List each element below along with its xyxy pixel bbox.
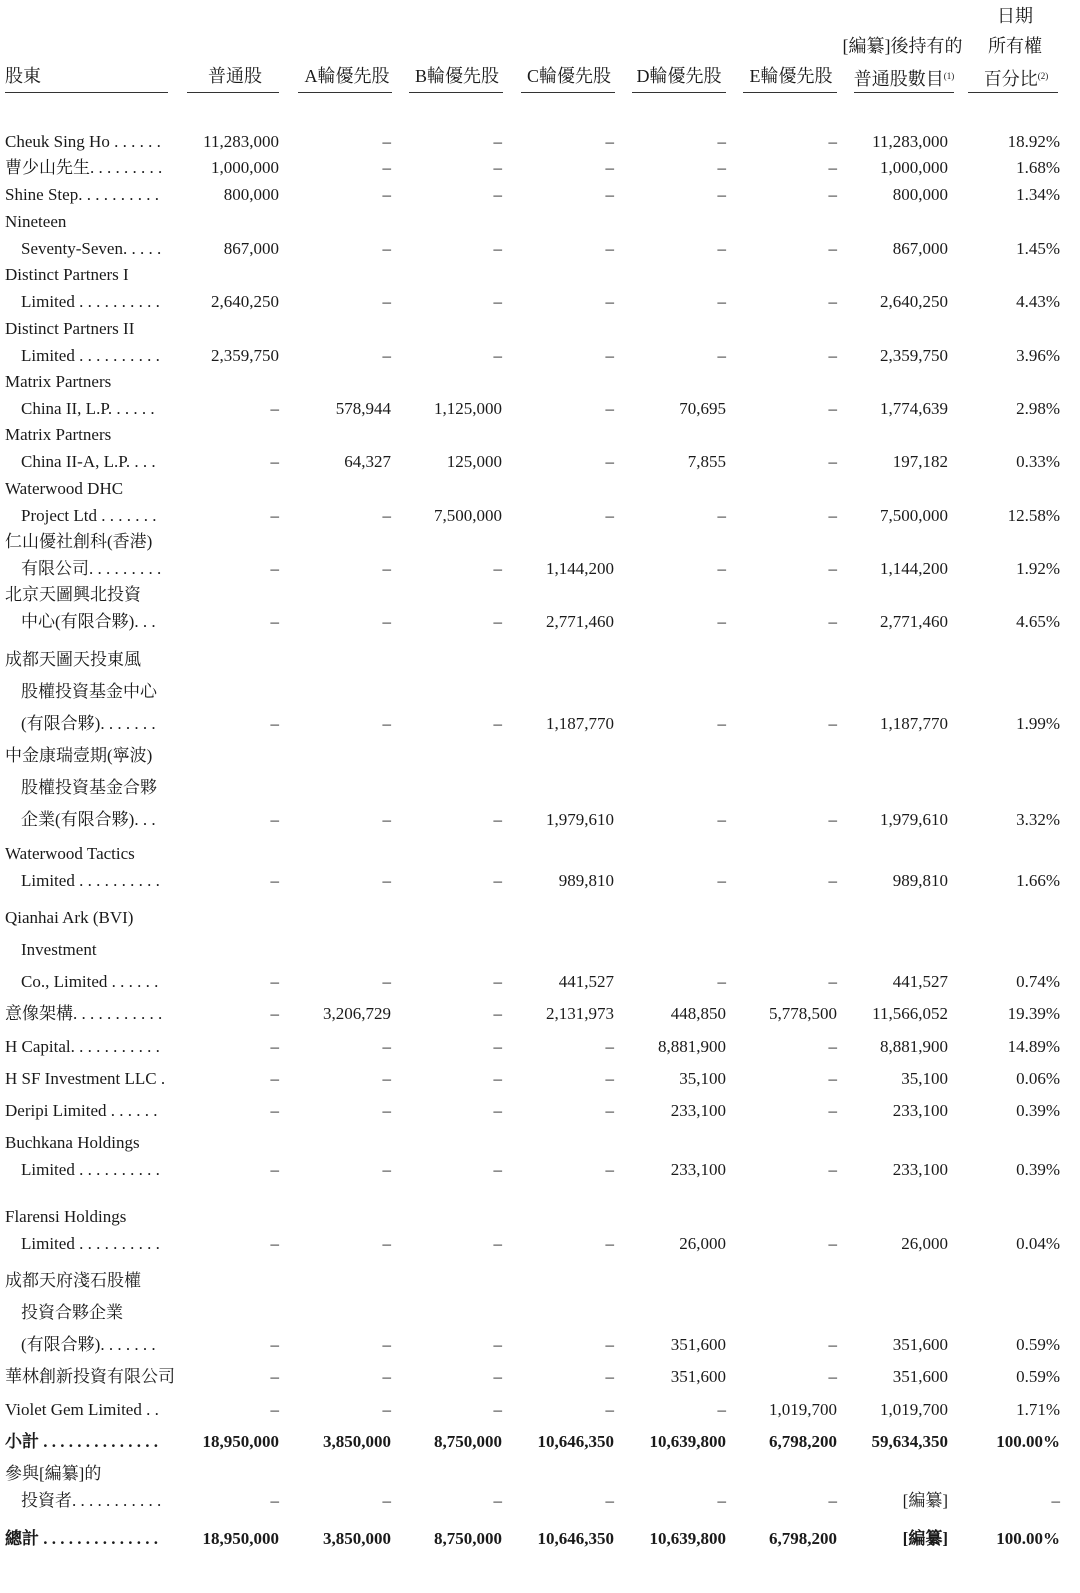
- cell-col-5: 26,000: [679, 1233, 726, 1253]
- cell-col-1: –: [270, 1037, 279, 1056]
- cell-col-4: –: [605, 238, 614, 258]
- cell-col-3: –: [493, 1159, 502, 1179]
- cell-col-6: –: [828, 558, 837, 578]
- cell-col-1: –: [270, 1335, 279, 1354]
- cell-col-4: –: [605, 185, 614, 204]
- cell-col-1: –: [270, 1069, 279, 1088]
- cell-col-2: 3,206,729: [323, 1004, 391, 1023]
- cell-col-8: 0.04%: [1016, 1233, 1060, 1253]
- header-ordinary: 普通股: [208, 66, 262, 86]
- cell-col-3: –: [493, 972, 502, 991]
- cell-col-5: 233,100: [670, 1159, 726, 1179]
- shareholder-name-line: 曹少山先生. . . . . . . . .: [5, 158, 163, 177]
- cell-col-7: 7,500,000: [880, 505, 948, 525]
- cell-col-5: –: [717, 132, 726, 151]
- shareholder-name-line: Matrix Partners: [5, 372, 112, 391]
- cell-col-1: 867,000: [223, 238, 279, 258]
- cell-col-6: –: [828, 398, 837, 418]
- cell-col-8: 0.59%: [1016, 1335, 1060, 1354]
- cell-col-3: 1,125,000: [434, 398, 502, 418]
- cell-col-5: –: [717, 558, 726, 578]
- cell-col-5: –: [717, 870, 726, 890]
- cell-col-3: –: [493, 1101, 502, 1120]
- shareholder-name-line: Flarensi Holdings: [5, 1207, 127, 1226]
- cell-col-7: 233,100: [892, 1101, 948, 1120]
- cell-col-7: 59,634,350: [871, 1432, 948, 1451]
- cell-col-7: [編纂]: [902, 1490, 948, 1510]
- cell-col-7: [編纂]: [902, 1529, 948, 1548]
- cell-col-2: –: [382, 714, 391, 733]
- cell-col-8: 0.39%: [1016, 1159, 1060, 1179]
- cell-col-4: –: [605, 1069, 614, 1088]
- cell-col-2: –: [382, 1101, 391, 1120]
- cell-col-8: 1.66%: [1016, 870, 1060, 890]
- cell-col-7: 11,566,052: [872, 1004, 948, 1023]
- cell-col-4: 10,646,350: [537, 1432, 614, 1451]
- cell-col-2: –: [382, 810, 391, 829]
- cell-col-6: –: [828, 972, 837, 991]
- cell-col-2: 578,944: [335, 398, 391, 418]
- cell-col-3: –: [493, 1367, 502, 1386]
- header-underline: [5, 92, 168, 93]
- shareholder-name-line: Waterwood Tactics: [5, 844, 135, 863]
- cell-col-7: 11,283,000: [872, 132, 948, 151]
- cell-col-7: 1,187,770: [880, 714, 948, 733]
- shareholder-name-line: China II, L.P. . . . . .: [21, 398, 155, 418]
- cell-col-4: –: [605, 158, 614, 177]
- cell-col-1: –: [270, 1004, 279, 1023]
- cell-col-1: –: [270, 1400, 279, 1419]
- header-underline: [409, 92, 503, 93]
- shareholder-name-line: Cheuk Sing Ho . . . . . .: [5, 132, 161, 151]
- cell-col-5: –: [717, 611, 726, 631]
- cell-col-2: –: [382, 1159, 391, 1179]
- cell-col-6: –: [828, 451, 837, 471]
- cell-col-5: 7,855: [687, 451, 726, 471]
- cell-col-2: –: [382, 1490, 391, 1510]
- shareholder-name-line: Distinct Partners I: [5, 265, 129, 284]
- cell-col-3: –: [493, 558, 502, 578]
- cell-col-8: 1.68%: [1016, 158, 1060, 177]
- cell-col-5: –: [717, 158, 726, 177]
- cell-col-8: 1.45%: [1016, 238, 1060, 258]
- cell-col-8: 1.34%: [1016, 185, 1060, 204]
- cell-col-4: 1,144,200: [546, 558, 614, 578]
- shareholder-name-line: Investment: [21, 940, 97, 959]
- cell-col-8: 3.96%: [1016, 345, 1060, 365]
- shareholder-name-line: 有限公司. . . . . . . . .: [21, 558, 162, 578]
- cell-col-6: –: [828, 870, 837, 890]
- cell-col-2: –: [382, 345, 391, 365]
- header-post-shares-line1: [編纂]後持有的: [842, 36, 963, 56]
- shareholder-name-line: H SF Investment LLC .: [5, 1069, 166, 1088]
- cell-col-7: 197,182: [892, 451, 948, 471]
- cell-col-1: 1,000,000: [211, 158, 279, 177]
- cell-col-3: –: [493, 1400, 502, 1419]
- shareholder-name-line: Limited . . . . . . . . . .: [21, 345, 160, 365]
- cell-col-6: –: [828, 132, 837, 151]
- cell-col-3: –: [493, 611, 502, 631]
- shareholder-name-line: 華林創新投資有限公司: [5, 1367, 175, 1386]
- cell-col-6: –: [828, 810, 837, 829]
- cell-col-7: 351,600: [892, 1335, 948, 1354]
- shareholder-name-line: 總計 . . . . . . . . . . . . . .: [5, 1529, 158, 1548]
- cell-col-7: 1,774,639: [880, 398, 948, 418]
- cell-col-5: 351,600: [670, 1335, 726, 1354]
- cell-col-8: 100.00%: [996, 1432, 1060, 1451]
- cell-col-8: 14.89%: [1007, 1037, 1060, 1056]
- shareholder-name-line: 中心(有限合夥). . .: [21, 611, 156, 631]
- cell-col-3: –: [493, 1490, 502, 1510]
- shareholder-name-line: China II-A, L.P. . . .: [21, 451, 156, 471]
- cell-col-8: 1.71%: [1016, 1400, 1060, 1419]
- cell-col-3: –: [493, 345, 502, 365]
- cell-col-4: 441,527: [558, 972, 614, 991]
- cell-col-7: 989,810: [892, 870, 948, 890]
- shareholder-name-line: Nineteen: [5, 212, 67, 231]
- cell-col-1: –: [270, 398, 279, 418]
- cell-col-2: –: [382, 870, 391, 890]
- cell-col-6: 6,798,200: [769, 1432, 837, 1451]
- shareholder-name-line: 股權投資基金合夥: [21, 778, 157, 797]
- cell-col-2: –: [382, 558, 391, 578]
- shareholder-name-line: Waterwood DHC: [5, 479, 124, 498]
- cell-col-1: –: [270, 1159, 279, 1179]
- cell-col-5: 8,881,900: [658, 1037, 726, 1056]
- shareholder-name-line: Seventy-Seven. . . . .: [21, 238, 162, 258]
- cell-col-4: –: [605, 451, 614, 471]
- cell-col-6: –: [828, 1037, 837, 1056]
- cell-col-5: –: [717, 1400, 726, 1419]
- cell-col-3: –: [493, 1335, 502, 1354]
- cell-col-5: –: [717, 972, 726, 991]
- header-pref-e: E輪優先股: [749, 66, 833, 86]
- shareholder-name-line: Qianhai Ark (BVI): [5, 908, 134, 927]
- cell-col-5: –: [717, 714, 726, 733]
- cell-col-1: 2,640,250: [211, 291, 279, 311]
- shareholder-name-line: (有限合夥). . . . . . .: [21, 714, 156, 733]
- cell-col-6: –: [828, 1367, 837, 1386]
- cell-col-3: –: [493, 132, 502, 151]
- cell-col-7: 233,100: [892, 1159, 948, 1179]
- cell-col-2: –: [382, 972, 391, 991]
- cell-col-1: –: [270, 1367, 279, 1386]
- shareholder-name-line: Co., Limited . . . . . .: [21, 972, 159, 991]
- cell-col-5: –: [717, 345, 726, 365]
- header-post-shares: [848, 64, 960, 91]
- shareholder-name-line: 小計 . . . . . . . . . . . . . .: [5, 1432, 158, 1451]
- cell-col-5: –: [717, 291, 726, 311]
- cell-col-3: –: [493, 1069, 502, 1088]
- cell-col-6: –: [828, 1159, 837, 1179]
- cell-col-5: –: [717, 1490, 726, 1510]
- cell-col-6: 5,778,500: [769, 1004, 837, 1023]
- cell-col-1: –: [270, 451, 279, 471]
- cell-col-4: –: [605, 1367, 614, 1386]
- cell-col-4: –: [605, 1037, 614, 1056]
- cell-col-5: –: [717, 505, 726, 525]
- cell-col-3: –: [493, 158, 502, 177]
- cell-col-2: –: [382, 611, 391, 631]
- cell-col-6: –: [828, 345, 837, 365]
- cell-col-7: 1,144,200: [880, 558, 948, 578]
- cell-col-6: –: [828, 1233, 837, 1253]
- cell-col-1: –: [270, 1490, 279, 1510]
- cell-col-4: –: [605, 345, 614, 365]
- cell-col-4: –: [605, 1490, 614, 1510]
- cell-col-7: 2,640,250: [880, 291, 948, 311]
- cell-col-5: 351,600: [670, 1367, 726, 1386]
- cell-col-7: 1,019,700: [880, 1400, 948, 1419]
- cell-col-4: 1,187,770: [546, 714, 614, 733]
- cell-col-4: –: [605, 1233, 614, 1253]
- shareholder-name-line: Violet Gem Limited . .: [5, 1400, 159, 1419]
- cell-col-1: 18,950,000: [202, 1529, 279, 1548]
- cell-col-5: 35,100: [679, 1069, 726, 1088]
- cell-col-7: 2,771,460: [880, 611, 948, 631]
- cell-col-7: 800,000: [892, 185, 948, 204]
- cell-col-6: –: [828, 158, 837, 177]
- shareholder-name-line: 意像架構. . . . . . . . . . .: [5, 1004, 163, 1023]
- cell-col-6: 6,798,200: [769, 1529, 837, 1548]
- shareholder-name-line: 股權投資基金中心: [21, 682, 157, 701]
- cell-col-8: 0.06%: [1016, 1069, 1060, 1088]
- header-underline: [854, 92, 954, 93]
- cell-col-4: –: [605, 1400, 614, 1419]
- cell-col-7: 867,000: [892, 238, 948, 258]
- cell-col-8: 2.98%: [1016, 398, 1060, 418]
- header-pct-line3: 百分比: [983, 69, 1038, 89]
- cell-col-2: –: [382, 1367, 391, 1386]
- cell-col-6: –: [828, 505, 837, 525]
- cell-col-8: 4.43%: [1016, 291, 1060, 311]
- shareholder-name-line: 投資者. . . . . . . . . . .: [21, 1490, 162, 1510]
- cell-col-2: 3,850,000: [323, 1432, 391, 1451]
- cell-col-6: –: [828, 1069, 837, 1088]
- cell-col-1: 18,950,000: [202, 1432, 279, 1451]
- header-shareholder: 股東: [5, 66, 41, 86]
- cell-col-6: –: [828, 238, 837, 258]
- footnote-2: (2): [1037, 71, 1049, 81]
- cell-col-2: –: [382, 1400, 391, 1419]
- cell-col-1: 2,359,750: [211, 345, 279, 365]
- cell-col-5: 70,695: [679, 398, 726, 418]
- shareholder-name-line: Distinct Partners II: [5, 319, 135, 338]
- cell-col-1: –: [270, 810, 279, 829]
- shareholder-name-line: 成都天圖天投東風: [5, 650, 141, 669]
- cell-col-4: –: [605, 1335, 614, 1354]
- cell-col-2: –: [382, 158, 391, 177]
- cell-col-3: 7,500,000: [434, 505, 502, 525]
- cell-col-2: –: [382, 291, 391, 311]
- cell-col-2: –: [382, 185, 391, 204]
- shareholder-name-line: Limited . . . . . . . . . .: [21, 1159, 160, 1179]
- cell-col-4: –: [605, 1159, 614, 1179]
- cell-col-3: –: [493, 810, 502, 829]
- shareholder-name-line: Buchkana Holdings: [5, 1133, 140, 1152]
- shareholder-name-line: 中金康瑞壹期(寧波): [5, 746, 153, 765]
- cell-col-5: –: [717, 238, 726, 258]
- cell-col-2: 3,850,000: [323, 1529, 391, 1548]
- shareholder-name-line: 參與[編纂]的: [5, 1464, 102, 1483]
- header-pct-line1: 日期: [997, 6, 1033, 26]
- cell-col-4: 989,810: [558, 870, 614, 890]
- cell-col-4: 10,646,350: [537, 1529, 614, 1548]
- cell-col-1: –: [270, 1101, 279, 1120]
- header-post-shares-line2: 普通股數目: [853, 69, 944, 89]
- header-underline: [743, 92, 837, 93]
- cell-col-6: –: [828, 1101, 837, 1120]
- cell-col-6: –: [828, 611, 837, 631]
- shareholder-name-line: H Capital. . . . . . . . . . .: [5, 1037, 160, 1056]
- cell-col-4: –: [605, 1101, 614, 1120]
- cell-col-6: –: [828, 1490, 837, 1510]
- cell-col-8: 0.39%: [1016, 1101, 1060, 1120]
- cell-col-5: 233,100: [670, 1101, 726, 1120]
- cell-col-3: 8,750,000: [434, 1529, 502, 1548]
- cell-col-8: 0.33%: [1016, 451, 1060, 471]
- cell-col-3: –: [493, 1037, 502, 1056]
- shareholder-name-line: 成都天府淺石股權: [5, 1271, 141, 1290]
- shareholder-name-line: (有限合夥). . . . . . .: [21, 1335, 156, 1354]
- cell-col-1: –: [270, 505, 279, 525]
- cell-col-4: –: [605, 505, 614, 525]
- shareholder-name-line: Shine Step. . . . . . . . . .: [5, 185, 159, 204]
- cell-col-5: –: [717, 185, 726, 204]
- cell-col-8: 0.74%: [1016, 972, 1060, 991]
- cell-col-2: –: [382, 505, 391, 525]
- header-pref-c: C輪優先股: [526, 66, 611, 86]
- cell-col-7: 1,000,000: [880, 158, 948, 177]
- shareholder-name-line: 北京天圖興北投資: [5, 585, 141, 604]
- header-underline: [521, 92, 615, 93]
- cell-col-8: 1.99%: [1016, 714, 1060, 733]
- cell-col-2: –: [382, 1037, 391, 1056]
- cell-col-3: 8,750,000: [434, 1432, 502, 1451]
- cell-col-4: –: [605, 291, 614, 311]
- cell-col-1: –: [270, 1233, 279, 1253]
- cell-col-8: 12.58%: [1007, 505, 1060, 525]
- cell-col-6: –: [828, 1335, 837, 1354]
- cell-col-5: 10,639,800: [649, 1432, 726, 1451]
- cell-col-3: –: [493, 238, 502, 258]
- header-pref-a: A輪優先股: [304, 66, 390, 86]
- footnote-1: (1): [943, 71, 955, 81]
- cell-col-1: –: [270, 611, 279, 631]
- cell-col-2: 64,327: [344, 451, 391, 471]
- shareholder-name-line: 投資合夥企業: [21, 1303, 123, 1322]
- header-pref-b: B輪優先股: [414, 66, 499, 86]
- cell-col-2: –: [382, 1335, 391, 1354]
- cell-col-4: 1,979,610: [546, 810, 614, 829]
- cell-col-2: –: [382, 132, 391, 151]
- cell-col-8: 18.92%: [1007, 132, 1060, 151]
- cell-col-3: –: [493, 870, 502, 890]
- cell-col-3: –: [493, 1233, 502, 1253]
- cell-col-7: 351,600: [892, 1367, 948, 1386]
- cell-col-7: 26,000: [901, 1233, 948, 1253]
- cell-col-8: 4.65%: [1016, 611, 1060, 631]
- cell-col-7: 441,527: [892, 972, 948, 991]
- header-pct-line2: 所有權: [988, 36, 1042, 56]
- cell-col-7: 35,100: [901, 1069, 948, 1088]
- cell-col-1: –: [270, 558, 279, 578]
- cell-col-8: 0.59%: [1016, 1367, 1060, 1386]
- cell-col-5: 448,850: [670, 1004, 726, 1023]
- cell-col-6: –: [828, 291, 837, 311]
- shareholder-name-line: 仁山優社創科(香港): [5, 532, 153, 551]
- cell-col-3: –: [493, 185, 502, 204]
- cell-col-8: 3.32%: [1016, 810, 1060, 829]
- cell-col-8: 19.39%: [1007, 1004, 1060, 1023]
- cell-col-3: –: [493, 1004, 502, 1023]
- cell-col-1: –: [270, 714, 279, 733]
- header-pct: [972, 64, 1060, 91]
- cell-col-7: 8,881,900: [880, 1037, 948, 1056]
- shareholder-name-line: Limited . . . . . . . . . .: [21, 870, 160, 890]
- cell-col-4: –: [605, 132, 614, 151]
- cell-col-2: –: [382, 1069, 391, 1088]
- shareholder-name-line: Project Ltd . . . . . . .: [21, 505, 157, 525]
- cell-col-8: –: [1051, 1490, 1060, 1510]
- shareholder-name-line: Limited . . . . . . . . . .: [21, 291, 160, 311]
- cell-col-1: –: [270, 972, 279, 991]
- cell-col-6: –: [828, 714, 837, 733]
- cell-col-4: 2,131,973: [546, 1004, 614, 1023]
- cell-col-3: 125,000: [446, 451, 502, 471]
- header-underline: [968, 92, 1058, 93]
- cell-col-1: 11,283,000: [203, 132, 279, 151]
- cell-col-2: –: [382, 238, 391, 258]
- cell-col-6: –: [828, 185, 837, 204]
- cell-col-8: 1.92%: [1016, 558, 1060, 578]
- header-underline: [632, 92, 726, 93]
- cell-col-5: –: [717, 810, 726, 829]
- cell-col-1: –: [270, 870, 279, 890]
- cell-col-4: 2,771,460: [546, 611, 614, 631]
- cell-col-7: 1,979,610: [880, 810, 948, 829]
- shareholder-name-line: 企業(有限合夥). . .: [21, 810, 156, 829]
- cell-col-5: 10,639,800: [649, 1529, 726, 1548]
- header-pref-d: D輪優先股: [636, 66, 722, 86]
- cell-col-1: 800,000: [223, 185, 279, 204]
- cell-col-7: 2,359,750: [880, 345, 948, 365]
- cell-col-6: 1,019,700: [769, 1400, 837, 1419]
- header-underline: [187, 92, 279, 93]
- shareholder-name-line: Limited . . . . . . . . . .: [21, 1233, 160, 1253]
- cell-col-2: –: [382, 1233, 391, 1253]
- shareholder-name-line: Deripi Limited . . . . . .: [5, 1101, 158, 1120]
- cell-col-8: 100.00%: [996, 1529, 1060, 1548]
- header-underline: [298, 92, 392, 93]
- cell-col-4: –: [605, 398, 614, 418]
- shareholder-name-line: Matrix Partners: [5, 425, 112, 444]
- cell-col-3: –: [493, 714, 502, 733]
- cell-col-3: –: [493, 291, 502, 311]
